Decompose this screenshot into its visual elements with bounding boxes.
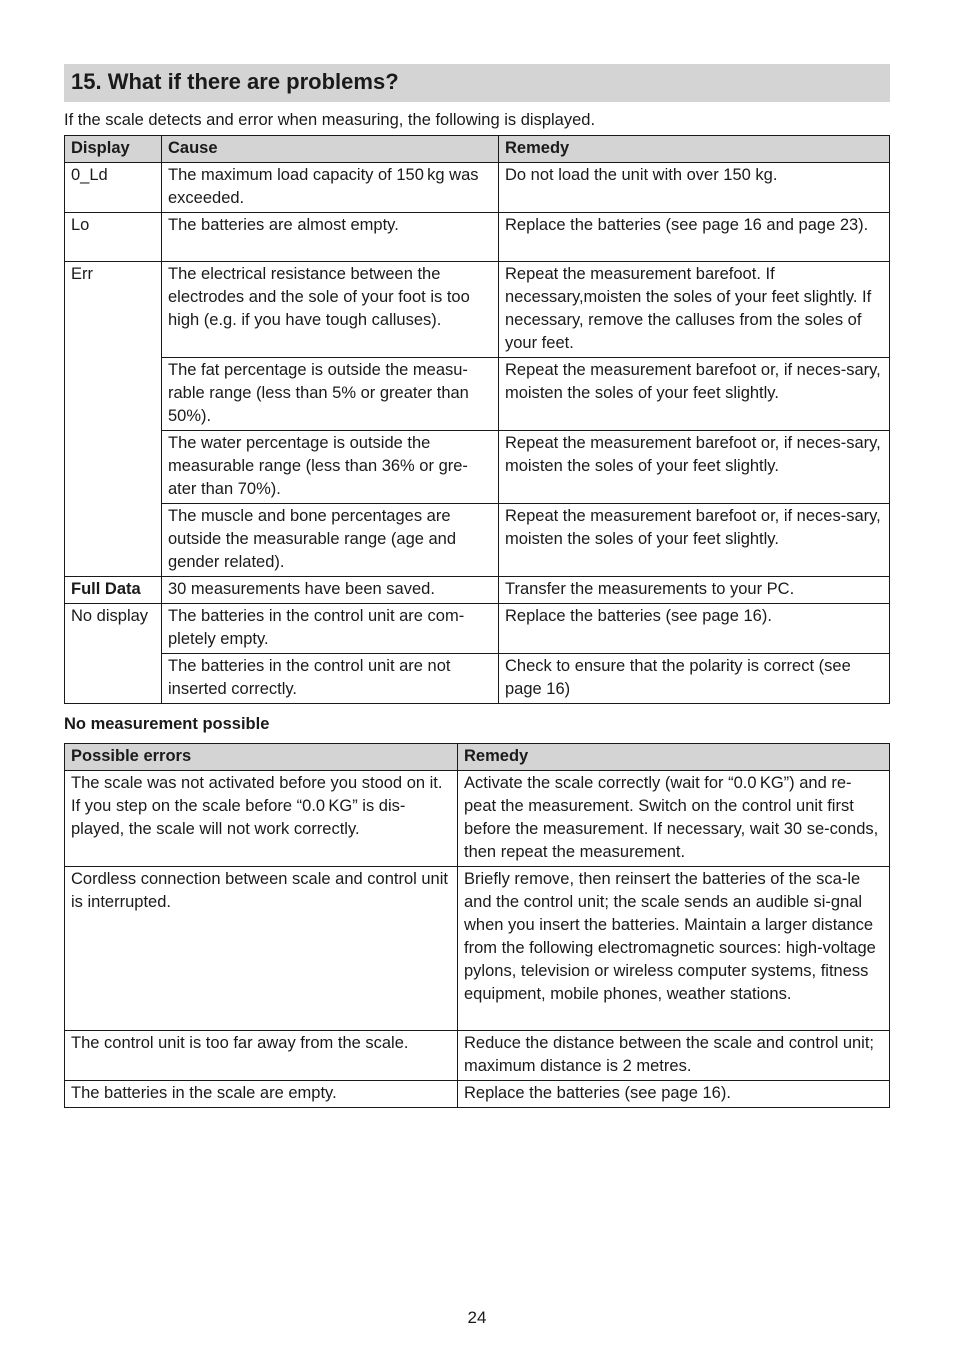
subheading: No measurement possible [64,715,270,733]
intro-text: If the scale detects and error when measuring, the following is displayed. [64,111,596,129]
remedy-cell: Replace the batteries (see page 16). [499,604,890,654]
remedy-cell: Briefly remove, then reinsert the batteries of the sca-le and the control unit; the scale sends an audible si-gnal when you insert the batteries. Maintain a larger distance from the following electromagnetic sources: high-voltage pylons, television or wireless computer systems, fitness equipment, mobile phones, weather stations. [458,867,890,1031]
table-row [65,1031,890,1081]
header-remedy: Remedy [458,744,890,771]
no-measurement-table [64,743,890,1108]
table-row [65,213,890,262]
error-cell: The scale was not activated before you stood on it. If you step on the scale before “0.0 KG” is dis-played, the scale will not work correctly. [65,771,458,867]
table-header-row [65,744,890,771]
remedy-cell: Check to ensure that the polarity is correct (see page 16) [499,654,890,704]
cause-cell: 30 measurements have been saved. [162,577,499,604]
remedy-cell: Activate the scale correctly (wait for “0.0 KG”) and re-peat the measurement. Switch on the control unit first before the measurement. If necessary, wait 30 se-conds, then repeat the measurement. [458,771,890,867]
table-row [65,577,890,604]
section-title: 15. What if there are problems? [64,64,890,102]
header-possible-errors: Possible errors [65,744,458,771]
error-display-table [64,135,890,704]
remedy-cell: Repeat the measurement barefoot or, if neces-sary, moisten the soles of your feet slightly. [499,504,890,577]
display-cell: Err [65,262,162,577]
remedy-cell: Repeat the measurement barefoot or, if neces-sary, moisten the soles of your feet slightly. [499,358,890,431]
display-cell: No display [65,604,162,704]
remedy-cell: Replace the batteries (see page 16). [458,1081,890,1108]
cause-cell: The batteries are almost empty. [162,213,499,262]
manual-page [64,64,890,1108]
header-remedy: Remedy [499,136,890,163]
remedy-cell: Repeat the measurement barefoot. If necessary,moisten the soles of your feet slightly. If necessary, remove the calluses from the soles of your feet. [499,262,890,358]
cause-cell: The muscle and bone percentages are outside the measurable range (age and gender related). [162,504,499,577]
remedy-cell: Do not load the unit with over 150 kg. [499,163,890,213]
table-row [65,163,890,213]
cause-cell: The batteries in the control unit are com-pletely empty. [162,604,499,654]
table-row [65,654,890,704]
table-row [65,771,890,867]
error-cell: The control unit is too far away from the scale. [65,1031,458,1081]
remedy-cell: Transfer the measurements to your PC. [499,577,890,604]
remedy-cell: Repeat the measurement barefoot or, if neces-sary, moisten the soles of your feet slightly. [499,431,890,504]
header-display: Display [65,136,162,163]
table-row [65,431,890,504]
table-row [65,867,890,1031]
table-header-row [65,136,890,163]
page-number: 24 [467,1308,487,1327]
cause-cell: The batteries in the control unit are not inserted correctly. [162,654,499,704]
cause-cell: The water percentage is outside the measurable range (less than 36% or gre-ater than 70%). [162,431,499,504]
error-cell: Cordless connection between scale and control unit is interrupted. [65,867,458,1031]
display-cell: Lo [65,213,162,262]
cause-cell: The fat percentage is outside the measu-rable range (less than 5% or greater than 50%). [162,358,499,431]
display-cell: 0_Ld [65,163,162,213]
display-cell: Full Data [65,577,162,604]
cause-cell: The maximum load capacity of 150 kg was exceeded. [162,163,499,213]
table-row [65,262,890,358]
header-cause: Cause [162,136,499,163]
table-row [65,604,890,654]
table-row [65,358,890,431]
remedy-cell: Reduce the distance between the scale and control unit; maximum distance is 2 metres. [458,1031,890,1081]
remedy-cell: Replace the batteries (see page 16 and page 23). [499,213,890,262]
cause-cell: The electrical resistance between the electrodes and the sole of your foot is too high (e.g. if you have tough calluses). [162,262,499,358]
table-row [65,504,890,577]
error-cell: The batteries in the scale are empty. [65,1081,458,1108]
table-row [65,1081,890,1108]
